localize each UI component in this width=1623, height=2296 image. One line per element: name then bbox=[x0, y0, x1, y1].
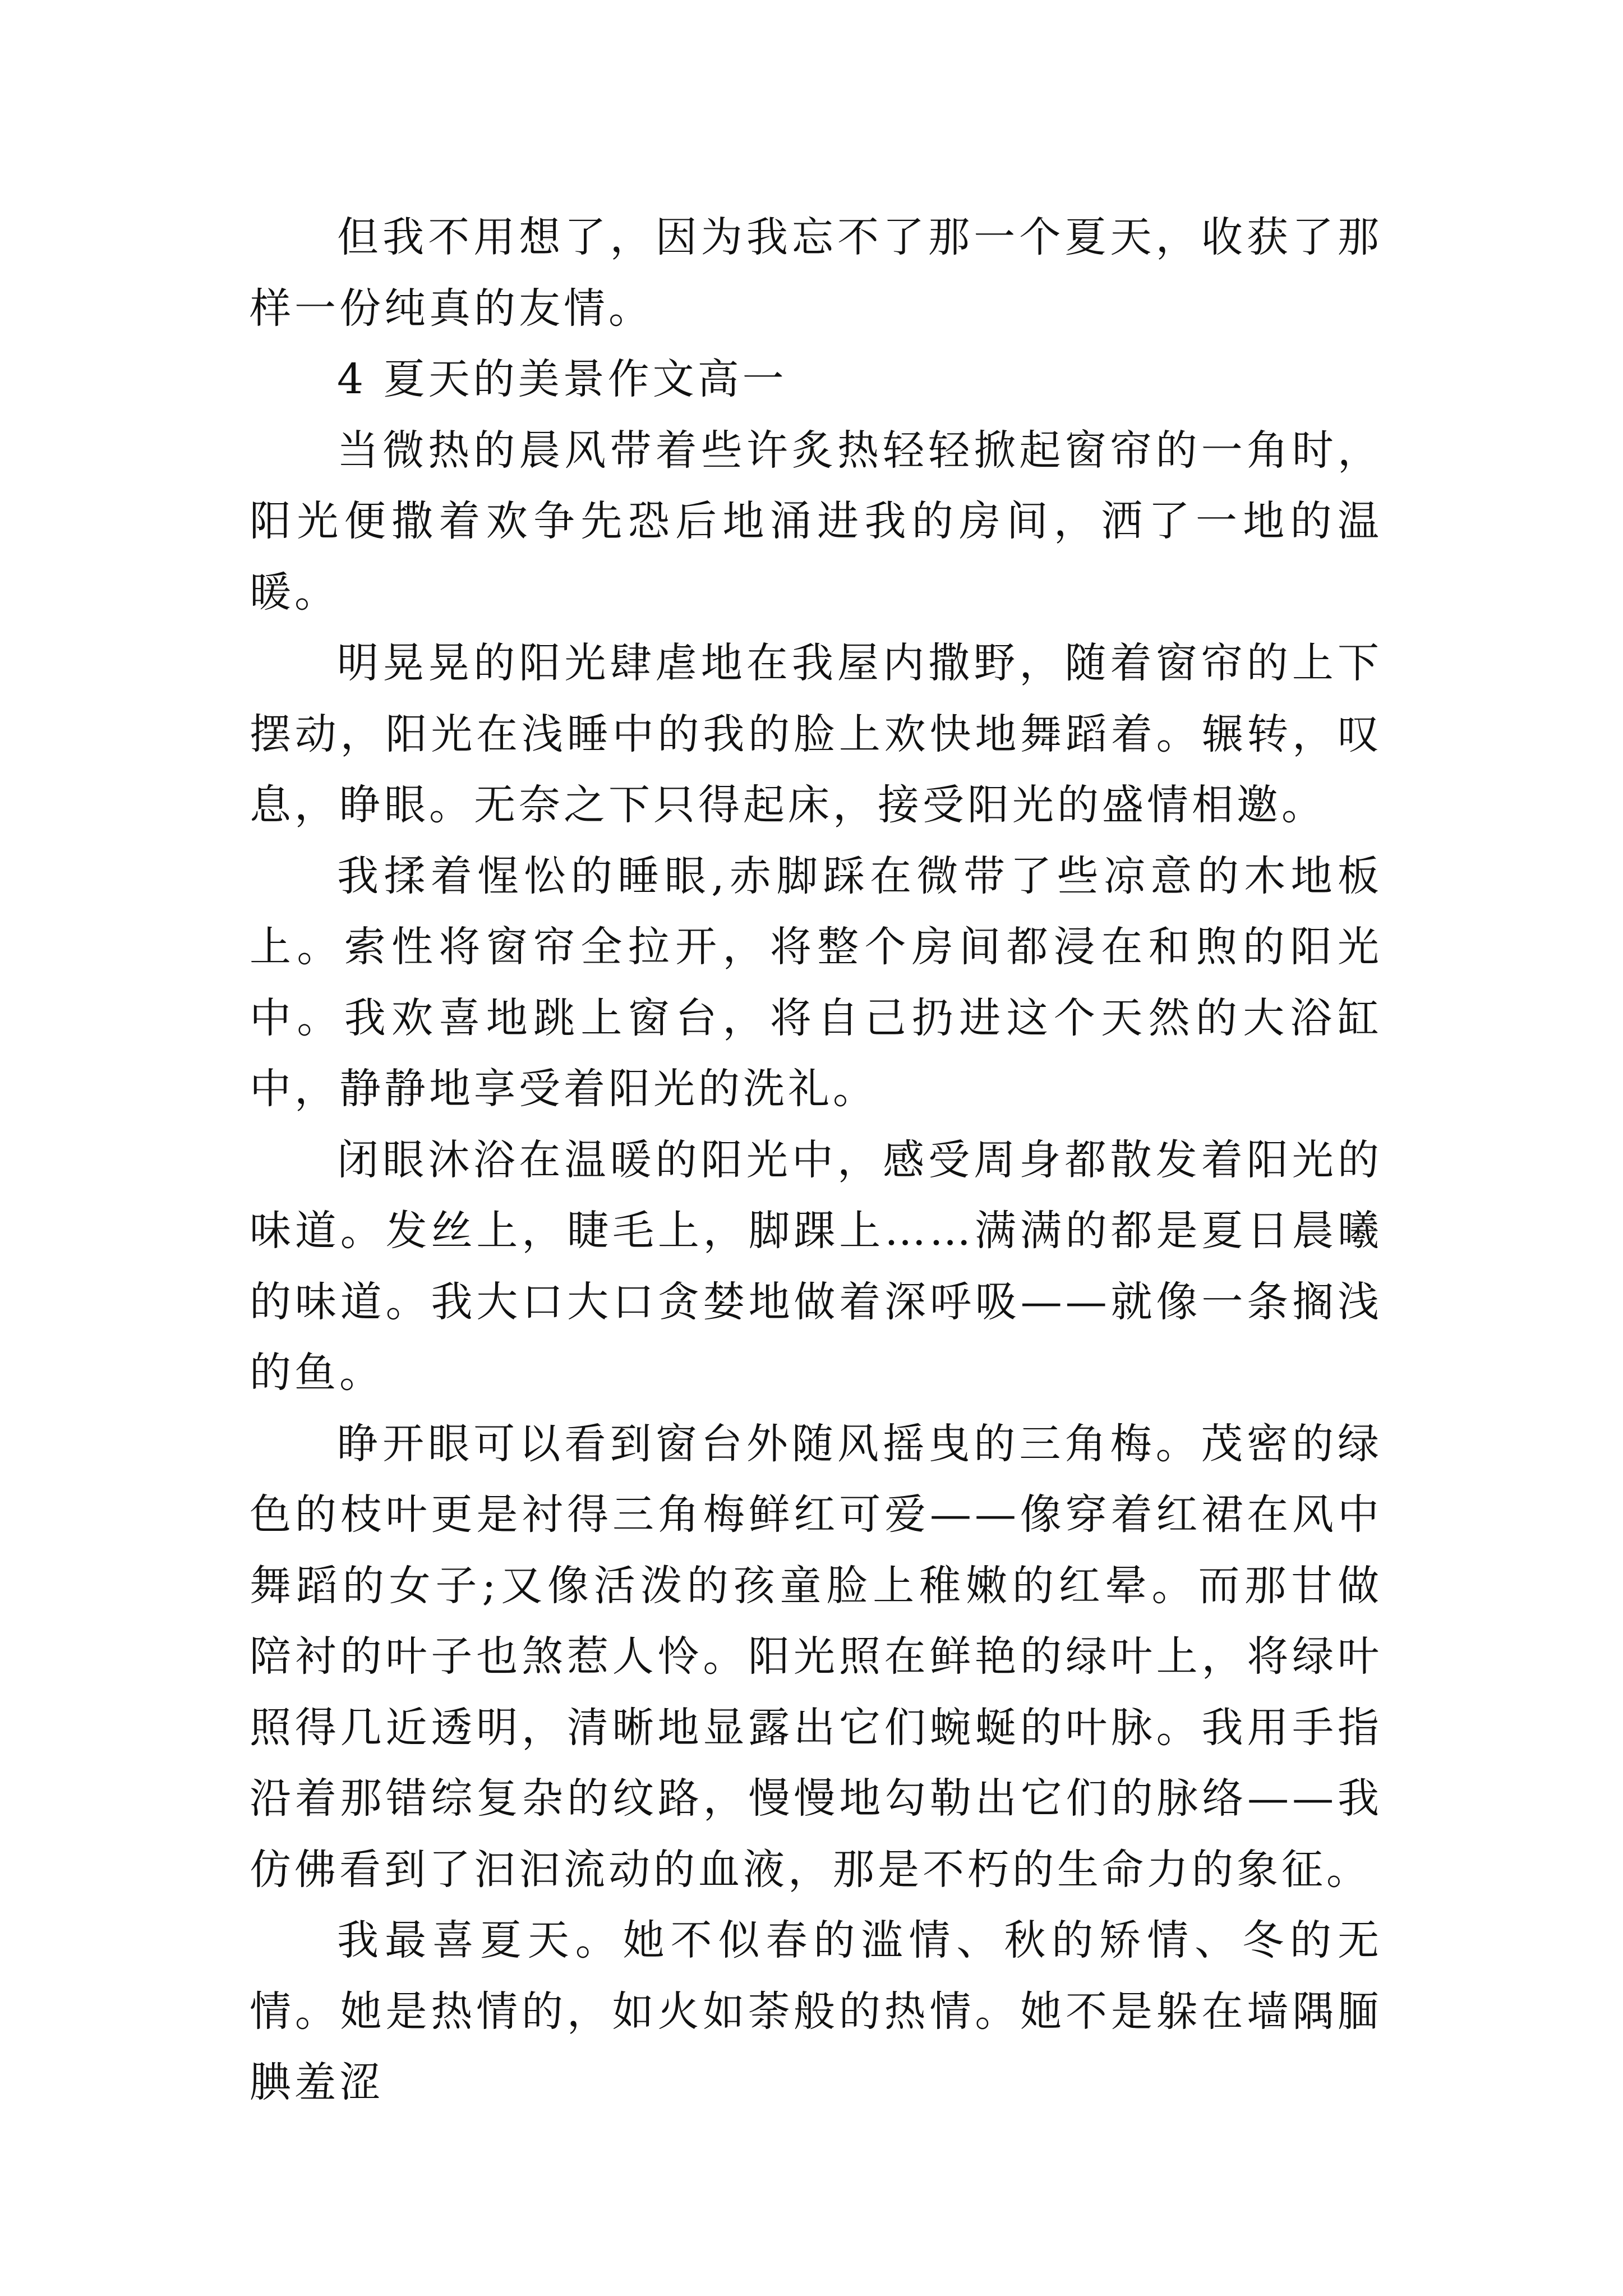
essay-body bbox=[250, 202, 1382, 2118]
paragraph: 我揉着惺忪的睡眼,赤脚踩在微带了些凉意的木地板上。索性将窗帘全拉开，将整个房间都浸在和煦的阳光中。我欢喜地跳上窗台，将自己扔进这个天然的大浴缸中，静静地享受着阳光的洗礼。 bbox=[250, 852, 1382, 1113]
essay-heading: 4 夏天的美景作文高一 bbox=[337, 355, 787, 403]
paragraph: 闭眼沐浴在温暖的阳光中，感受周身都散发着阳光的味道。发丝上，睫毛上，脚踝上……满满的都是夏日晨曦的味道。我大口大口贪婪地做着深呼吸——就像一条搁浅的鱼。 bbox=[250, 1135, 1382, 1397]
paragraph: 明晃晃的阳光肆虐地在我屋内撒野，随着窗帘的上下摆动，阳光在浅睡中的我的脸上欢快地舞蹈着。辗转，叹息，睁眼。无奈之下只得起床，接受阳光的盛情相邀。 bbox=[250, 639, 1382, 829]
paragraph: 但我不用想了，因为我忘不了那一个夏天，收获了那样一份纯真的友情。 bbox=[250, 213, 1382, 333]
paragraph: 当微热的晨风带着些许炙热轻轻掀起窗帘的一角时，阳光便撒着欢争先恐后地涌进我的房间，洒了一地的温暖。 bbox=[250, 426, 1382, 616]
paragraph: 睁开眼可以看到窗台外随风摇曳的三角梅。茂密的绿色的枝叶更是衬得三角梅鲜红可爱——像穿着红裙在风中舞蹈的女子;又像活泼的孩童脸上稚嫩的红晕。而那甘做陪衬的叶子也煞惹人怜。阳光照在鲜艳的绿叶上，将绿叶照得几近透明，清晰地显露出它们蜿蜒的叶脉。我用手指沿着那错综复杂的纹路，慢慢地勾勒出它们的脉络——我仿佛看到了汩汩流动的血液，那是不朽的生命力的象征。 bbox=[250, 1419, 1382, 1894]
paragraph: 我最喜夏天。她不似春的滥情、秋的矫情、冬的无情。她是热情的，如火如荼般的热情。她不是躲在墙隅腼腆羞涩 bbox=[250, 1916, 1382, 2106]
